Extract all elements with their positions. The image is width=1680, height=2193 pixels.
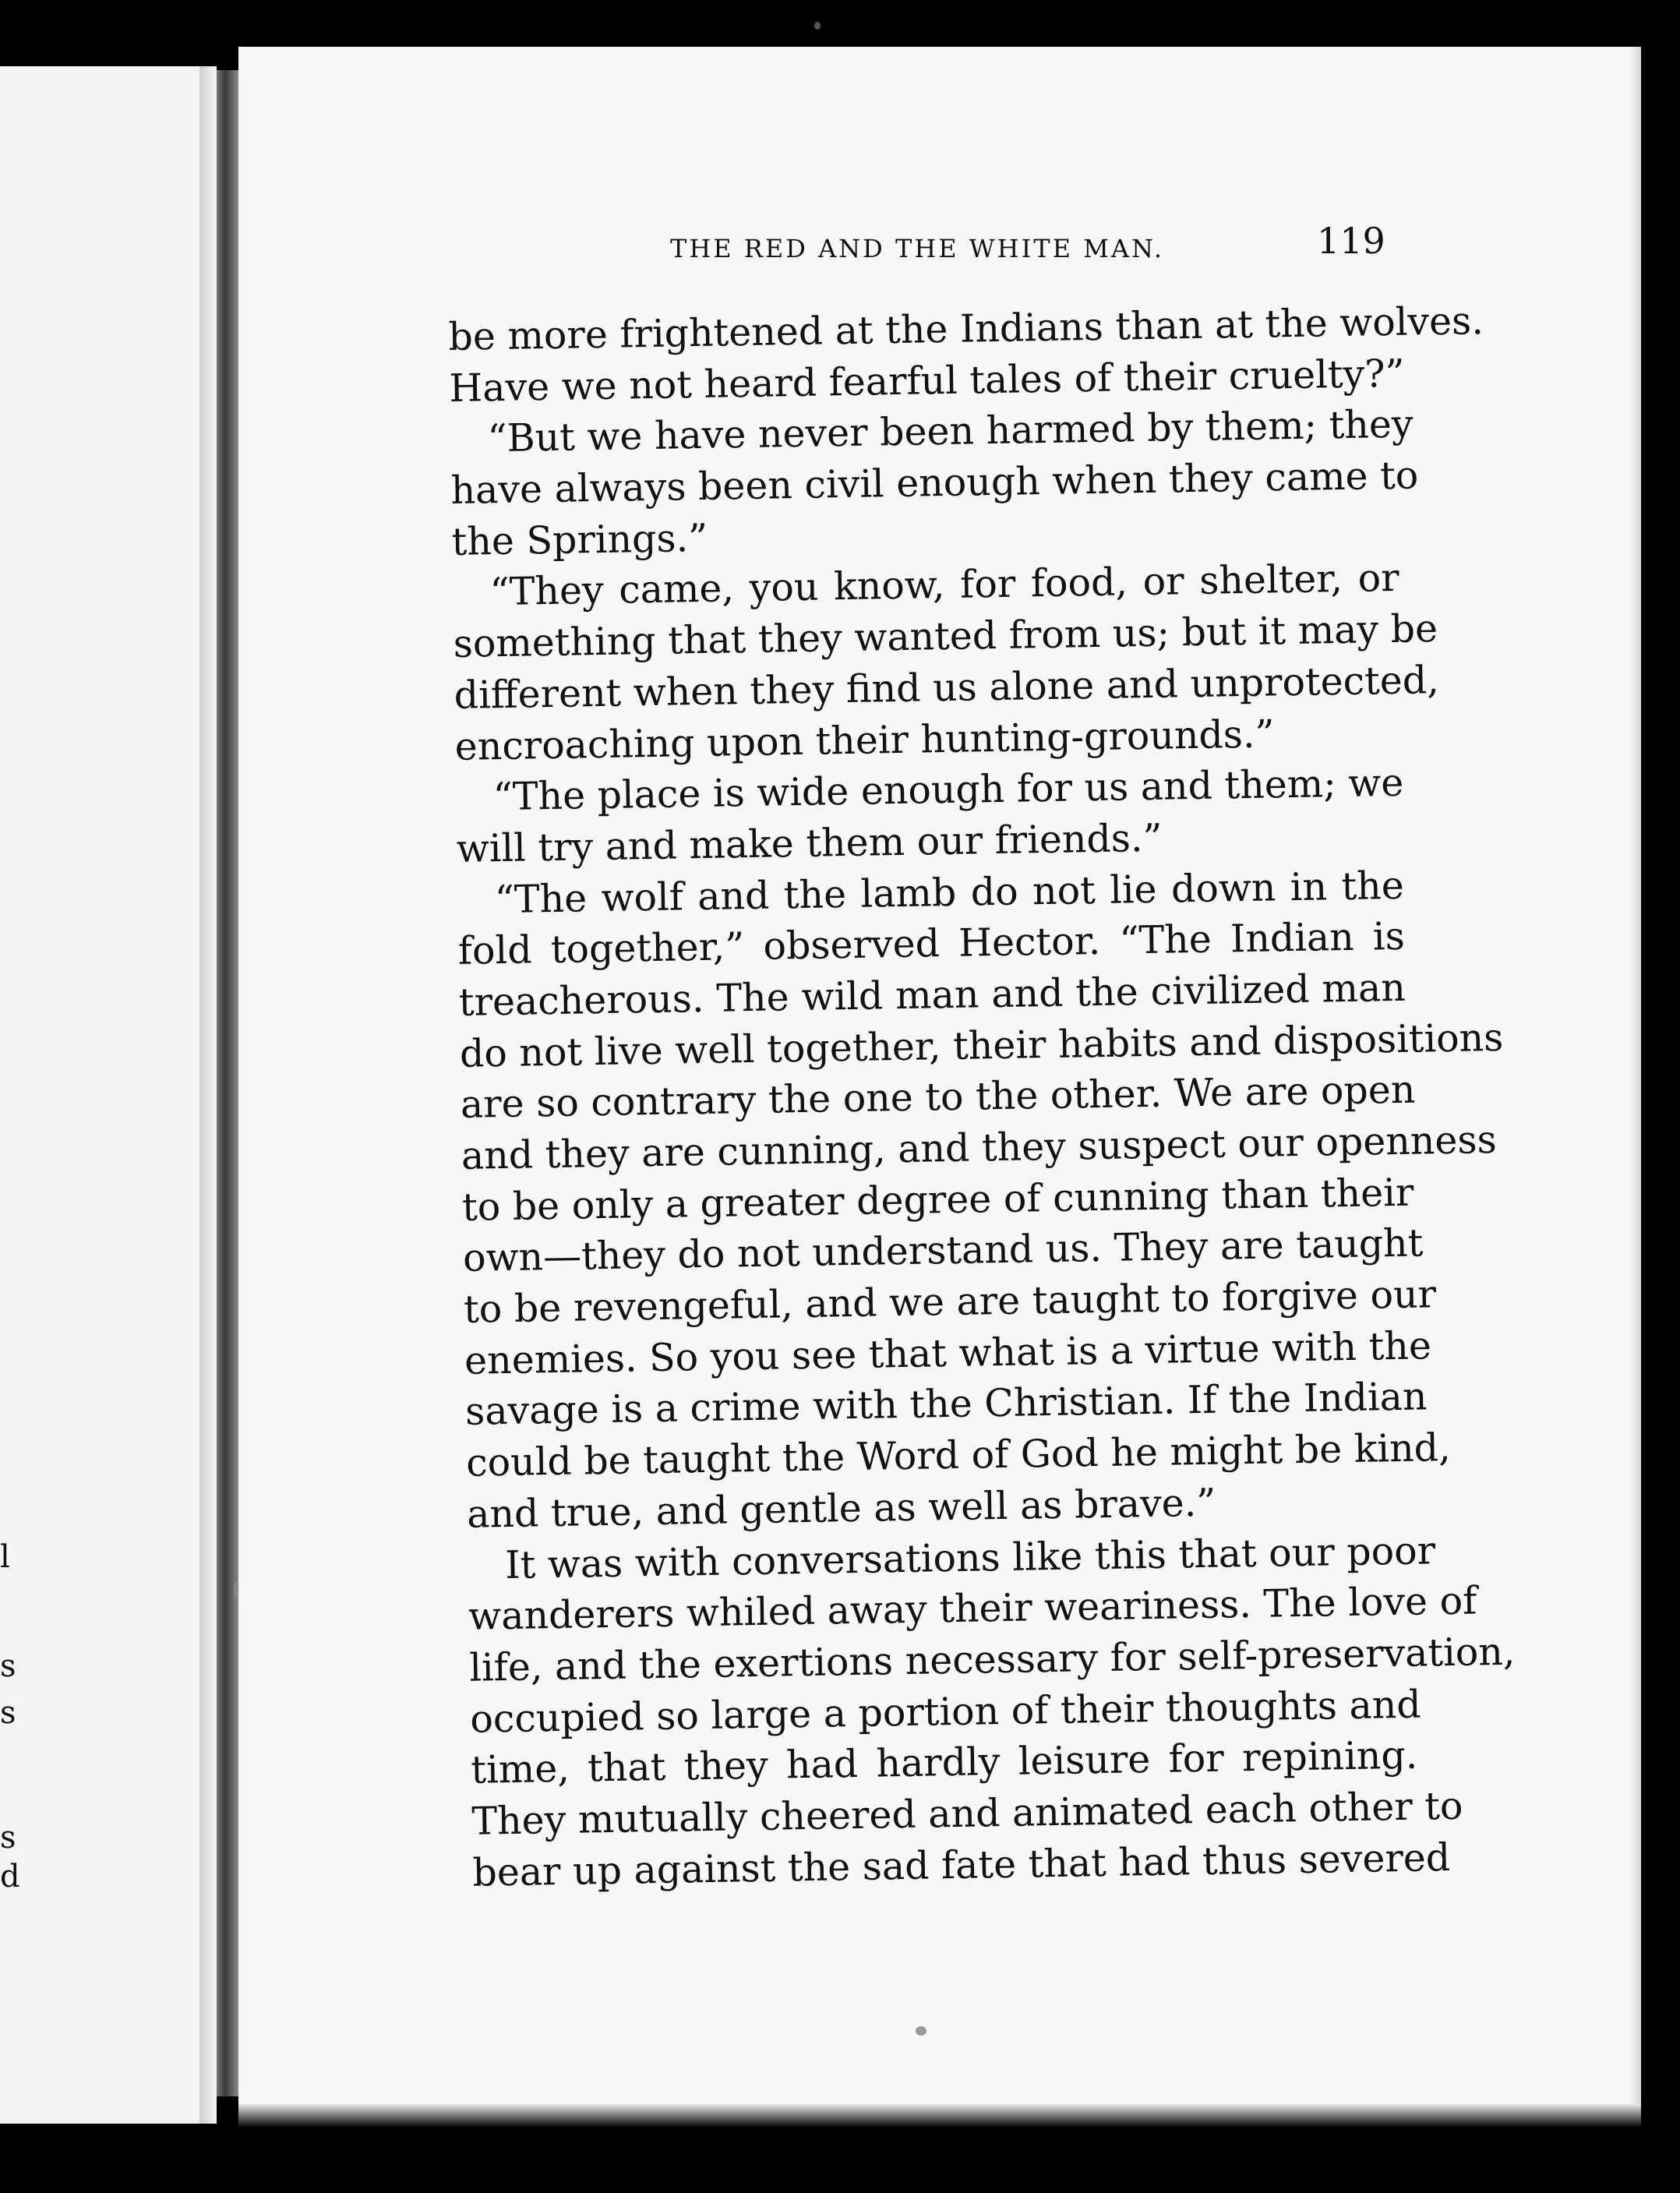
text-line: “The wolf and the lamb do not lie down in the [494, 863, 1405, 922]
text-line: It was with conversations like this that our poor [504, 1527, 1436, 1587]
left-gutter-shadow [199, 66, 217, 2124]
left-page-fragment: s [0, 1648, 16, 1684]
page-bottom-shadow [238, 2104, 1641, 2128]
text-line: wanderers whiled away their weariness. The love of [468, 1578, 1477, 1639]
left-page-fragment: s [0, 1820, 16, 1856]
text-line: savage is a crime with the Christian. If the Indian [464, 1374, 1428, 1435]
text-line: “But we have never been harmed by them; they [487, 401, 1414, 461]
left-page-fragment: d [0, 1859, 20, 1895]
text-line: “They came, you know, for food, or shelter, or [489, 556, 1399, 615]
text-line: occupied so large a portion of their thoughts and [469, 1682, 1422, 1742]
text-line: the Springs.” [451, 515, 708, 564]
text-line: to be revengeful, and we are taught to forgive our [463, 1272, 1437, 1332]
scan-speck [916, 2026, 926, 2036]
text-line: to be only a greater degree of cunning than their [461, 1170, 1414, 1230]
text-line: They mutually cheered and animated each other to [471, 1783, 1463, 1844]
left-page-fragment: s [0, 1695, 16, 1731]
page-number: 119 [1317, 220, 1385, 262]
scan-speck [814, 22, 821, 30]
text-line: and they are cunning, and they suspect our openness [461, 1117, 1498, 1178]
text-line: own—they do not understand us. They are taught [462, 1220, 1424, 1281]
text-line: time, that they had hardly leisure for repining. [470, 1732, 1418, 1793]
text-line: Have we not heard fearful tales of their cruelty?” [449, 351, 1405, 411]
text-line: treacherous. The wild man and the civilized man [458, 965, 1406, 1025]
text-line: be more frightened at the Indians than at the wolves. [448, 298, 1484, 359]
text-line: could be taught the Word of God he might be kind, [465, 1425, 1452, 1485]
text-line: life, and the exertions necessary for self-preservation, [468, 1629, 1516, 1690]
text-line: do not live well together, their habits and dispositions [459, 1015, 1504, 1076]
running-head: THE RED AND THE WHITE MAN. [670, 234, 1165, 263]
text-line: something that they wanted from us; but it may be [453, 606, 1438, 667]
body-text [448, 297, 1516, 1898]
text-line: different when they find us alone and unprotected, [454, 657, 1440, 718]
left-page-fragment: l [0, 1539, 10, 1575]
text-line: fold together,” observed Hector. “The Indian is [457, 914, 1406, 974]
right-page-edge [1630, 47, 1641, 2128]
scan-speck [234, 1582, 238, 1599]
text-line: bear up against the sad fate that had thus severed [472, 1835, 1451, 1895]
text-line: have always been civil enough when they came to [450, 453, 1419, 514]
text-line: enemies. So you see that what is a virtue with the [464, 1323, 1432, 1383]
text-line: and true, and gentle as well as brave.” [466, 1480, 1216, 1537]
text-line: will try and make them our friends.” [456, 815, 1163, 871]
left-facing-page [0, 66, 217, 2124]
book-spine [217, 70, 238, 2096]
text-line: encroaching upon their hunting-grounds.” [454, 711, 1275, 769]
text-line: “The place is wide enough for us and them; we [492, 761, 1404, 820]
text-line: are so contrary the one to the other. We are open [460, 1067, 1416, 1128]
